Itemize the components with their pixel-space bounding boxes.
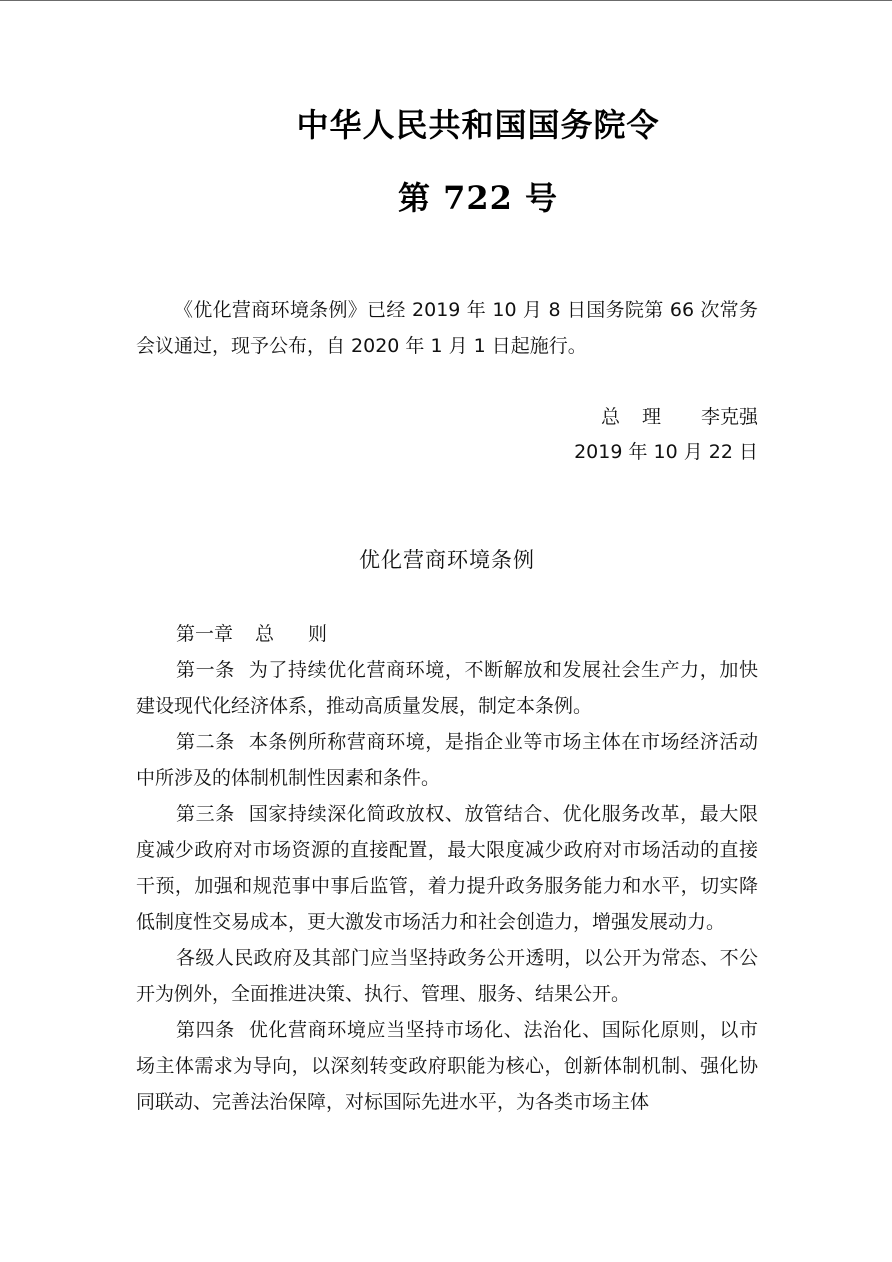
decree-number: 第 722 号 — [397, 179, 559, 217]
article-text: 国家持续深化简政放权、放管结合、优化服务改革，最大限度减少政府对市场资源的直接配置，最大限度减少政府对市场活动的直接干预，加强和规范事中事后监管，着力提升政务服务能力和水平，切实降低制度性交易成本，更大激发市场活力和社会创造力，增强发展动力。 — [136, 803, 758, 933]
signature-role-char-1: 总 — [600, 406, 620, 428]
article-paragraph — [136, 796, 758, 940]
chapter-name-char-1: 总 — [255, 623, 275, 645]
signature-date: 2019 年 10 月 22 日 — [574, 441, 758, 463]
chapter-heading — [136, 616, 758, 652]
article-text: 本条例所称营商环境，是指企业等市场主体在市场经济活动中所涉及的体制机制性因素和条件。 — [136, 731, 758, 789]
article-label: 第四条 — [176, 1019, 235, 1041]
decree-text: 《优化营商环境条例》已经 2019 年 10 月 8 日国务院第 66 次常务会议通过，现予公布，自 2020 年 1 月 1 日起施行。 — [136, 299, 758, 357]
chapter-name-char-2: 则 — [308, 623, 328, 645]
article-paragraph — [136, 1012, 758, 1120]
chapter-label: 第一章 — [176, 623, 234, 645]
signature-role-char-2: 理 — [641, 406, 661, 428]
article-label: 第二条 — [176, 731, 235, 753]
article-label: 第三条 — [176, 803, 235, 825]
document-page — [136, 0, 758, 1262]
article-text: 为了持续优化营商环境，不断解放和发展社会生产力，加快建设现代化经济体系，推动高质量发展，制定本条例。 — [136, 659, 758, 717]
article-paragraph — [136, 940, 758, 1012]
decree-title: 中华人民共和国国务院令 — [296, 106, 660, 144]
article-text: 各级人民政府及其部门应当坚持政务公开透明，以公开为常态、不公开为例外，全面推进决策、执行、管理、服务、结果公开。 — [136, 947, 758, 1005]
article-paragraph — [136, 652, 758, 724]
article-text: 优化营商环境应当坚持市场化、法治化、国际化原则，以市场主体需求为导向，以深刻转变政府职能为核心，创新体制机制、强化协同联动、完善法治保障，对标国际先进水平，为各类市场主体 — [136, 1019, 758, 1113]
signature-role-line — [601, 402, 758, 432]
articles-section — [136, 616, 758, 1120]
article-paragraph — [136, 724, 758, 796]
article-label: 第一条 — [176, 659, 235, 681]
signature-name: 李克强 — [700, 406, 758, 428]
regulation-title: 优化营商环境条例 — [359, 548, 535, 572]
